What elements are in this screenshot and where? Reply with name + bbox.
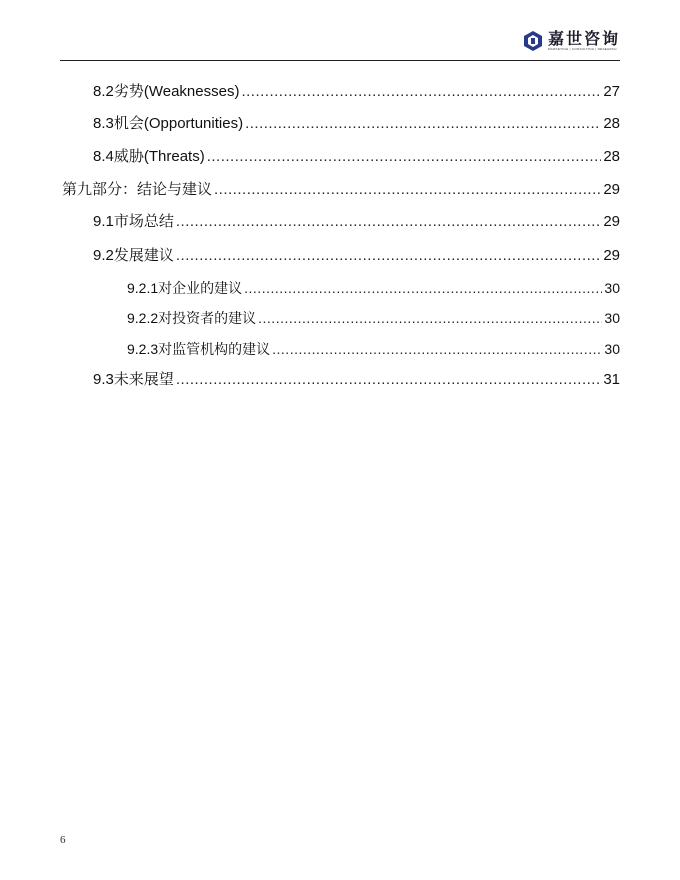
toc-leader-dots	[176, 212, 601, 232]
toc-entry-title: 威胁(Threats)	[113, 148, 205, 165]
toc-entry[interactable]	[93, 246, 620, 266]
page-number: 6	[60, 834, 66, 846]
toc-entry[interactable]	[93, 370, 620, 390]
toc-entry-number: 9.2.2	[127, 310, 159, 326]
toc-entry[interactable]	[93, 82, 620, 102]
toc-leader-dots	[207, 147, 602, 167]
toc-entry-title: 对投资者的建议	[158, 310, 257, 326]
logo	[522, 30, 620, 52]
toc-entry-number: 9.2.1	[127, 280, 159, 296]
toc-entry-page: 30	[604, 280, 620, 296]
toc-leader-dots	[241, 82, 601, 102]
toc-entry[interactable]	[93, 147, 620, 167]
header-divider	[60, 60, 620, 61]
toc-entry-title: 发展建议	[113, 247, 174, 264]
toc-entry-title: 未来展望	[113, 371, 174, 388]
toc-entry-title: 市场总结	[113, 213, 174, 230]
logo-text: 嘉世咨询	[548, 29, 621, 48]
toc-entry-page: 29	[603, 213, 620, 230]
toc-entry-page: 29	[603, 247, 620, 264]
toc-entry-page: 28	[603, 115, 620, 132]
toc-entry-page: 31	[603, 371, 620, 388]
toc-entry-number: 9.1	[93, 213, 114, 230]
toc-entry[interactable]	[62, 179, 620, 199]
toc-entry-page: 29	[603, 181, 620, 198]
toc-entry-page: 30	[604, 341, 620, 357]
toc-entry-number: 8.3	[93, 115, 114, 132]
toc-leader-dots	[245, 114, 601, 134]
toc-entry-page: 27	[603, 83, 620, 100]
toc-leader-dots	[176, 370, 601, 390]
toc-entry[interactable]	[93, 212, 620, 232]
toc-entry[interactable]	[127, 339, 620, 359]
logo-subtitle: MARKETING | CONSULTING | RESEARCH	[548, 47, 617, 51]
toc-entry-title: 对监管机构的建议	[158, 341, 271, 357]
toc-entry-number: 8.2	[93, 83, 114, 100]
toc-entry-title: 机会(Opportunities)	[113, 115, 244, 132]
toc-entry[interactable]	[127, 308, 620, 328]
toc-entry-title: 第九部分：结论与建议	[62, 180, 213, 198]
toc-leader-dots	[244, 278, 602, 298]
toc-entry-number: 8.4	[93, 148, 114, 165]
toc-leader-dots	[214, 180, 601, 200]
toc-entry-page: 28	[603, 148, 620, 165]
toc-entry[interactable]	[93, 114, 620, 134]
toc-entry-number: 9.2.3	[127, 341, 159, 357]
toc-entry-number: 9.3	[93, 371, 114, 388]
toc-entry-title: 对企业的建议	[158, 280, 243, 296]
logo-mark-icon	[522, 30, 544, 52]
toc-leader-dots	[258, 308, 602, 328]
toc-entry-number: 9.2	[93, 247, 114, 264]
toc-entry-page: 30	[604, 310, 620, 326]
toc-entry[interactable]	[127, 278, 620, 298]
toc-leader-dots	[176, 246, 601, 266]
toc-leader-dots	[272, 339, 602, 359]
toc-entry-title: 劣势(Weaknesses)	[113, 83, 240, 100]
